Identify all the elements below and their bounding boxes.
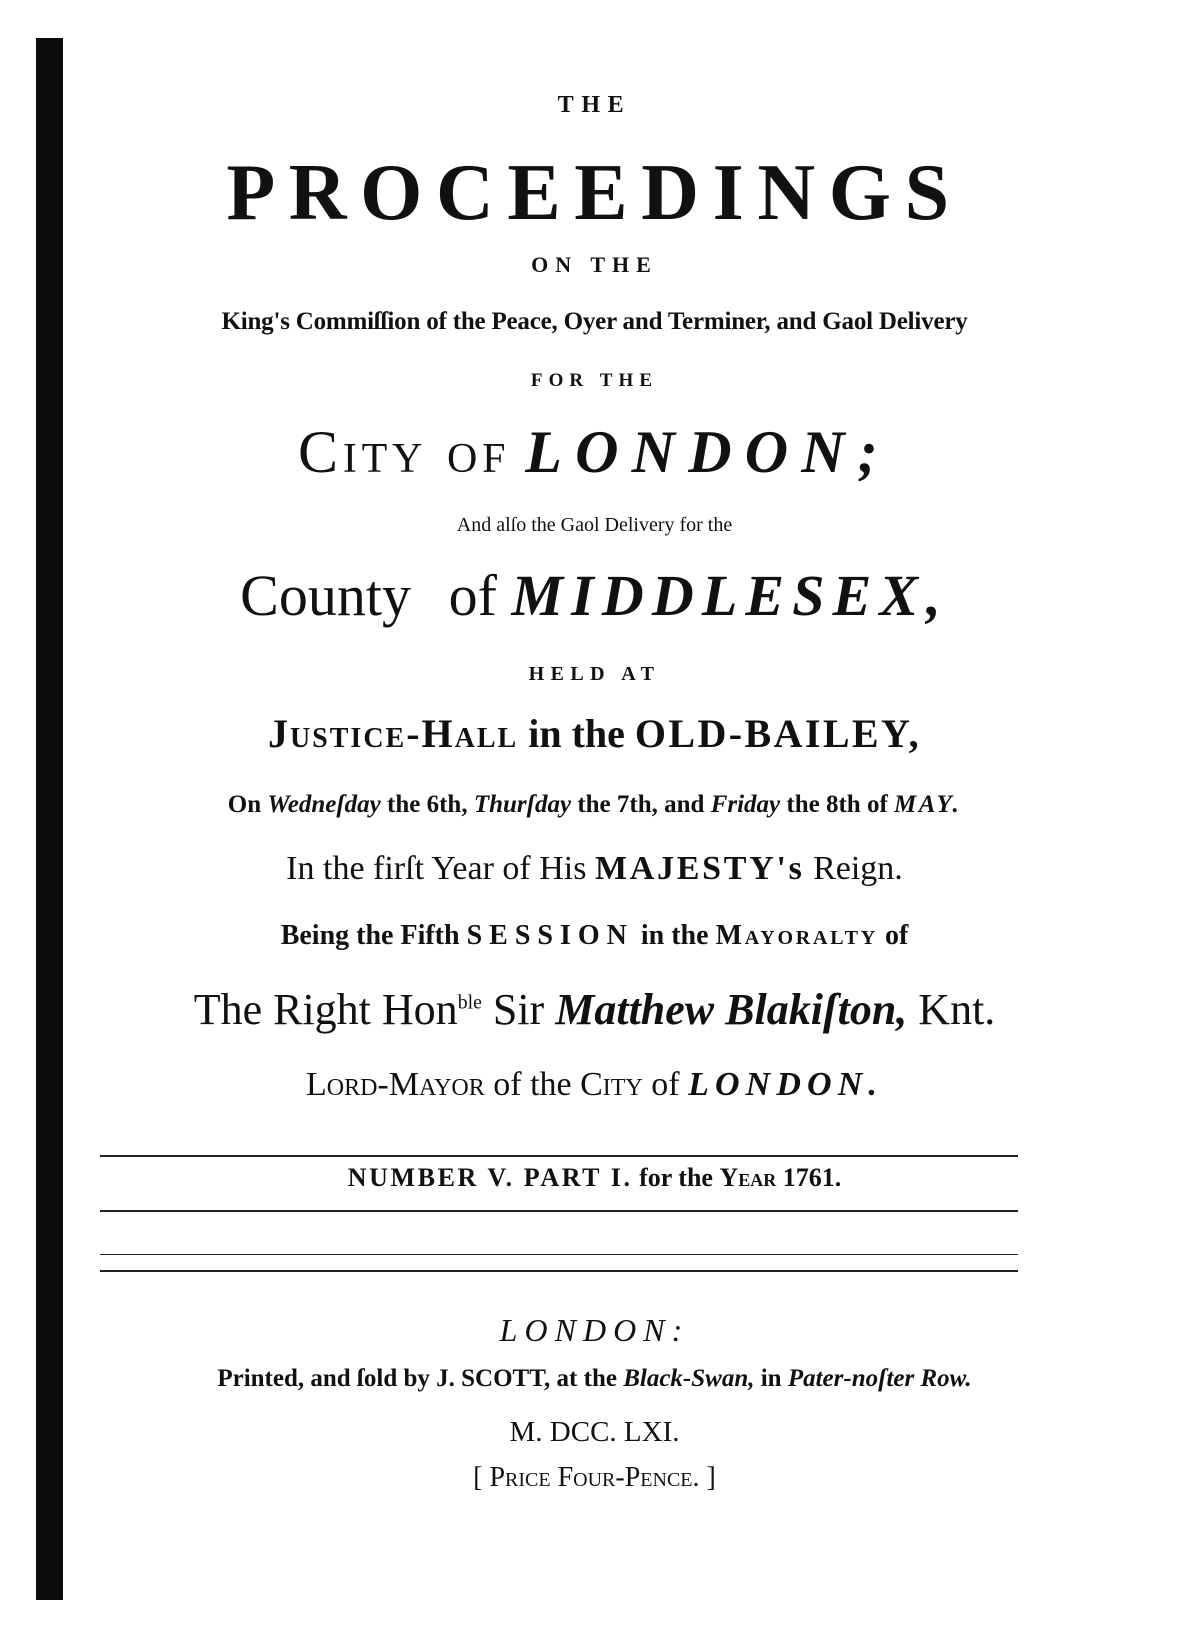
heading-held-at: HELD AT	[528, 663, 661, 685]
binding-edge	[36, 38, 63, 1600]
session-word: SESSION	[466, 920, 634, 951]
date-eighth: the 8th of	[786, 791, 888, 818]
justice-hall-line	[60, 710, 1129, 757]
lord-mayor-line	[60, 1066, 1129, 1104]
price-line: [ Price Four-Pence. ]	[473, 1462, 716, 1493]
session-prefix: Being the Fifth	[280, 920, 460, 951]
dates-on: On	[227, 791, 262, 818]
number-for: for the	[639, 1163, 713, 1192]
lord-mayor-of-the: of the	[493, 1066, 572, 1103]
heading-on-the: ON THE	[531, 252, 658, 277]
year-word: Year	[719, 1163, 777, 1192]
also-line: And alſo the Gaol Delivery for the	[456, 514, 733, 536]
city-word: City	[580, 1066, 643, 1103]
city-name: LONDON;	[525, 419, 891, 485]
dates-line	[60, 791, 1129, 819]
right-hon: The Right Hon	[193, 985, 458, 1034]
knt: Knt.	[918, 985, 996, 1034]
heading-for-the: FOR THE	[530, 370, 659, 391]
london-end: LONDON.	[688, 1066, 884, 1103]
day-friday: Friday	[710, 791, 781, 818]
rule-mid	[100, 1210, 1018, 1212]
county-name: MIDDLESEX,	[511, 563, 949, 628]
session-line	[60, 920, 1129, 952]
session-mid: in the	[640, 920, 709, 951]
justice-hall-in-the: in the	[528, 711, 625, 756]
city-line	[60, 418, 1129, 487]
county-prefix: County of	[240, 563, 497, 628]
mayor-line	[60, 984, 1129, 1035]
printed-prefix: Printed, and ſold by J. SCOTT, at the	[217, 1365, 617, 1392]
number-line	[60, 1163, 1129, 1193]
justice-hall: Justice-Hall	[267, 711, 519, 756]
rule-double-b	[100, 1270, 1018, 1272]
printer-line	[60, 1365, 1129, 1393]
date-seventh: the 7th, and	[577, 791, 705, 818]
city-prefix: City of	[298, 419, 511, 485]
ble-superscript: ble	[457, 991, 482, 1014]
sir: Sir	[492, 985, 545, 1034]
imprint-city: LONDON:	[499, 1312, 690, 1348]
black-swan: Black-Swan,	[623, 1365, 755, 1392]
heading-proceedings: PROCEEDINGS	[226, 149, 963, 237]
rule-top	[100, 1155, 1018, 1157]
heading-the: THE	[557, 92, 632, 118]
reign-line	[60, 850, 1129, 888]
of-word: of	[651, 1066, 680, 1103]
day-thursday: Thurſday	[473, 791, 572, 818]
lord-mayor: Lord-Mayor	[305, 1066, 485, 1103]
pater-noster: Pater-noſter Row.	[787, 1365, 972, 1392]
in-word: in	[760, 1365, 782, 1392]
number-main: NUMBER V. PART I.	[347, 1163, 633, 1192]
mayoralty: Mayoralty	[715, 920, 878, 951]
reign-suffix: Reign.	[813, 850, 903, 887]
month-may: MAY.	[894, 791, 962, 818]
commission-line: King's Commiſſion of the Peace, Oyer and Terminer, and Gaol Delivery	[221, 308, 968, 335]
day-wednesday: Wedneſday	[267, 791, 381, 818]
session-suffix: of	[884, 920, 909, 951]
old-bailey: OLD-BAILEY,	[634, 711, 922, 756]
date-sixth: the 6th,	[387, 791, 468, 818]
county-line	[60, 562, 1129, 629]
year: 1761.	[782, 1163, 842, 1192]
rule-double-a	[100, 1254, 1018, 1255]
majesty: MAJESTY's	[594, 850, 805, 887]
mayor-name: Matthew Blakiſton,	[555, 985, 908, 1034]
roman-year: M. DCC. LXI.	[509, 1416, 680, 1448]
reign-prefix: In the firſt Year of His	[286, 850, 587, 887]
